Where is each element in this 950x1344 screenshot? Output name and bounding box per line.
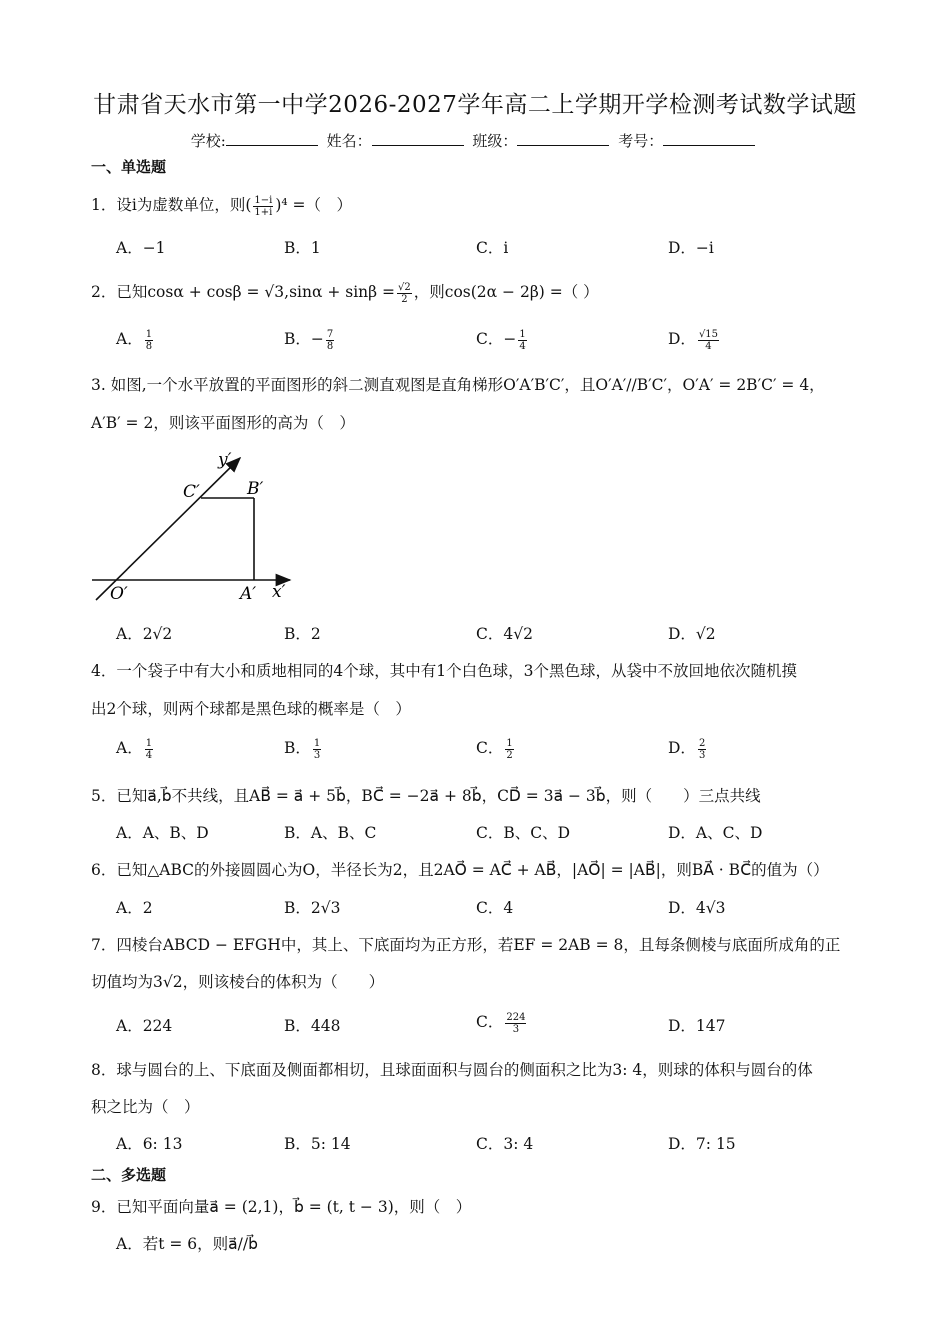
question-4-line-2: 出2个球，则两个球都是黑色球的概率是（ ） bbox=[91, 700, 411, 718]
q8-option-d: D．7: 15 bbox=[668, 1135, 736, 1153]
q6-option-a: A．2 bbox=[116, 899, 153, 917]
question-2-tail: ，则cos(2α − 2β) =（ ） bbox=[413, 283, 599, 301]
q5-option-d: D．A、C、D bbox=[668, 824, 763, 842]
question-8-line-1: 8．球与圆台的上、下底面及侧面都相切，且球面面积与圆台的侧面积之比为3: 4，则球的体积与圆台的体 bbox=[91, 1061, 813, 1079]
q3-option-d: D．√2 bbox=[668, 625, 716, 643]
section-single-choice: 一、单选题 bbox=[91, 158, 167, 176]
q4-option-c: C． $\frac{1}{2}$ bbox=[476, 737, 513, 761]
q2-option-b: B．− $\frac{7}{8}$ bbox=[284, 328, 334, 352]
school-label: 学校: bbox=[190, 132, 226, 150]
q5-option-a: A．A、B、D bbox=[116, 824, 209, 842]
label-a: A′ bbox=[240, 584, 257, 604]
question-6: 6．已知△ABC的外接圆圆心为O，半径长为2，且2AO⃗ = AC⃗ + AB⃗，|AO⃗| = |AB⃗|，则BA⃗ · BC⃗的值为（） bbox=[91, 861, 829, 879]
label-x: x′ bbox=[272, 582, 286, 602]
question-9: 9．已知平面向量a⃗ = (2,1)，b⃗ = (t, t − 3)，则（ ） bbox=[91, 1198, 472, 1216]
exam-number-label: 考号： bbox=[618, 132, 664, 150]
q2-option-c: C．− $\frac{1}{4}$ bbox=[476, 328, 526, 352]
question-1-text: 1．设i为虚数单位，则( bbox=[91, 196, 252, 214]
q1-option-b: B．1 bbox=[284, 239, 321, 257]
q4-option-d: D． $\frac{2}{3}$ bbox=[668, 737, 706, 761]
section-multiple-choice: 二、多选题 bbox=[91, 1166, 167, 1184]
trapezoid-figure bbox=[80, 440, 320, 610]
q1-option-a: A．−1 bbox=[116, 239, 166, 257]
page-title: 甘肃省天水市第一中学2026-2027学年高二上学期开学检测考试数学试题 bbox=[93, 92, 857, 118]
exam-number-blank bbox=[663, 131, 755, 146]
q3-option-b: B．2 bbox=[284, 625, 321, 643]
school-blank bbox=[226, 131, 318, 146]
q5-option-c: C．B、C、D bbox=[476, 824, 571, 842]
q5-option-b: B．A、B、C bbox=[284, 824, 377, 842]
q2-option-a: A． $\frac{1}{8}$ bbox=[116, 328, 153, 352]
question-5: 5．已知a⃗,b⃗不共线，且AB⃗ = a⃗ + 5b⃗，BC⃗ = −2a⃗ + 8b⃗，CD⃗ = 3a⃗ − 3b⃗，则（ ）三点共线 bbox=[91, 787, 761, 805]
q1-option-d: D．−i bbox=[668, 239, 714, 257]
label-b: B′ bbox=[247, 479, 264, 499]
question-8-line-2: 积之比为（ ） bbox=[91, 1098, 200, 1116]
class-label: 班级： bbox=[472, 132, 518, 150]
q6-option-b: B．2√3 bbox=[284, 899, 341, 917]
q7-option-d: D．147 bbox=[668, 1017, 726, 1035]
question-3-line-2: A′B′ = 2，则该平面图形的高为（ ） bbox=[91, 414, 355, 432]
q7-option-c: C． $\frac{224}{3}$ bbox=[476, 1011, 526, 1035]
question-4-line-1: 4．一个袋子中有大小和质地相同的4个球，其中有1个白色球，3个黑色球，从袋中不放回地依次随机摸 bbox=[91, 662, 797, 680]
q6-option-d: D．4√3 bbox=[668, 899, 726, 917]
q4-option-a: A． $\frac{1}{4}$ bbox=[116, 737, 153, 761]
q7-option-a: A．224 bbox=[116, 1017, 173, 1035]
question-1-tail: )⁴ =（ ） bbox=[275, 196, 353, 214]
q6-option-c: C．4 bbox=[476, 899, 514, 917]
y-axis bbox=[96, 458, 240, 600]
label-o: O′ bbox=[110, 584, 128, 604]
question-7-line-1: 7．四棱台ABCD − EFGH中，其上、下底面均为正方形，若EF = 2AB = 8，且每条侧棱与底面所成角的正 bbox=[91, 936, 841, 954]
question-1 bbox=[91, 193, 352, 218]
q7-option-b: B．448 bbox=[284, 1017, 341, 1035]
question-2 bbox=[91, 280, 599, 305]
name-label: 姓名： bbox=[326, 132, 372, 150]
label-c: C′ bbox=[183, 482, 200, 502]
q8-option-b: B．5: 14 bbox=[284, 1135, 351, 1153]
question-7-line-2: 切值均为3√2，则该棱台的体积为（ ） bbox=[91, 973, 385, 991]
q9-option-a: A．若t = 6，则a⃗//b⃗ bbox=[116, 1235, 258, 1253]
q3-option-a: A．2√2 bbox=[116, 625, 173, 643]
question-2-text: 2．已知cosα + cosβ = √3,sinα + sinβ = bbox=[91, 283, 396, 301]
q4-option-b: B． $\frac{1}{3}$ bbox=[284, 737, 321, 761]
question-3-line-1: 3. 如图,一个水平放置的平面图形的斜二测直观图是直角梯形O′A′B′C′，且O′A′//B′C′，O′A′ = 2B′C′ = 4， bbox=[91, 376, 825, 394]
q8-option-a: A．6: 13 bbox=[116, 1135, 183, 1153]
question-1-fraction: $\frac{1-i}{1+i}$ bbox=[254, 194, 273, 218]
q8-option-c: C．3: 4 bbox=[476, 1135, 534, 1153]
label-y: y′ bbox=[218, 450, 232, 470]
student-info-line bbox=[0, 130, 950, 151]
q2-option-d: D． $\frac{√15}{4}$ bbox=[668, 328, 719, 352]
q3-option-c: C．4√2 bbox=[476, 625, 533, 643]
class-blank bbox=[517, 131, 609, 146]
question-2-fraction: $\frac{√2}{2}$ bbox=[398, 281, 411, 305]
q1-option-c: C．i bbox=[476, 239, 509, 257]
name-blank bbox=[372, 131, 464, 146]
